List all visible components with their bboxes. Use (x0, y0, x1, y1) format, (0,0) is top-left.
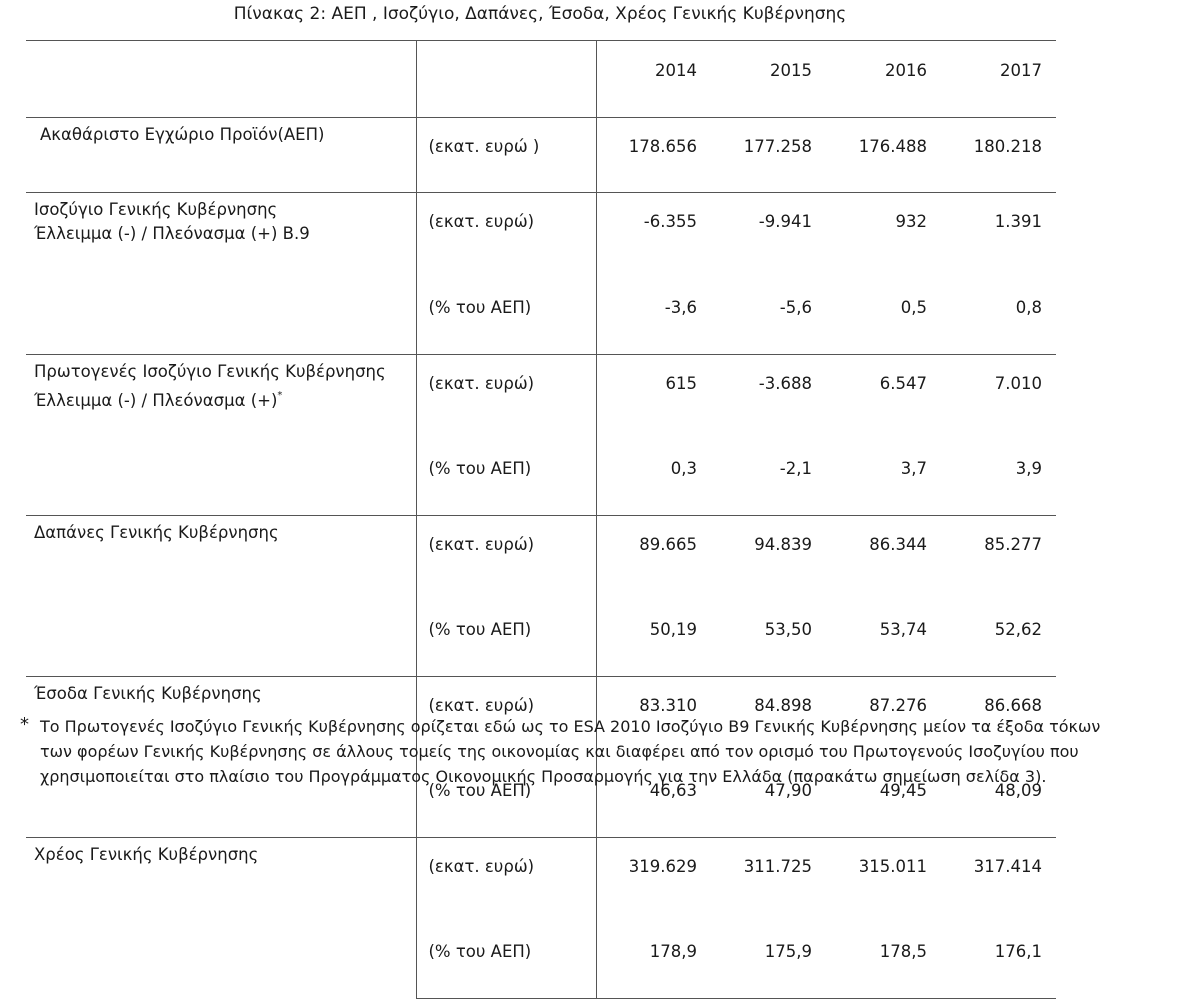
value-cell: 177.258 (711, 118, 826, 193)
value-cell: 615 (596, 355, 711, 428)
value-cell: 6.547 (826, 355, 941, 428)
footnote-line-3: χρησιμοποιείται στο πλαίσιο του Προγράμματος Οικονομικής Προσαρμογής για την Ελλάδα (παρακάτω σημείωση σελίδα 3). (40, 767, 1047, 786)
footnote-line-1: Το Πρωτογενές Ισοζύγιο Γενικής Κυβέρνησης ορίζεται εδώ ως το ESA 2010 Ισοζύγιο Β9 Γενικής Κυβέρνησης μείον τα έξοδα τόκων (40, 717, 1101, 736)
value-cell: 0,8 (1015, 298, 1042, 317)
footnote-line-2: των φορέων Γενικής Κυβέρνησης σε άλλους τομείς της οικονομίας και διαφέρει από τον ορισμό του Πρωτογενούς Ισοζυγίου που (40, 742, 1079, 761)
value-cell: 932 (826, 193, 941, 267)
value-cell: 85.277 (941, 516, 1056, 589)
unit-cell: (εκατ. ευρώ) (416, 193, 596, 267)
value-cell: 319.629 (596, 838, 711, 911)
value-cell: 178.656 (596, 118, 711, 193)
value-cell: 48,09 (994, 781, 1042, 800)
row-label-expenditure (26, 516, 416, 677)
row-label-primary-line2-wrap (34, 384, 416, 413)
value-cell: 53,74 (879, 620, 927, 639)
value-cell: 87.276 (826, 677, 941, 750)
value-cell: 53,50 (764, 620, 812, 639)
value-cell: 50,19 (649, 620, 697, 639)
unit-cell: (% του ΑΕΠ) (416, 910, 596, 999)
value-cell: 176.488 (826, 118, 941, 193)
value-cell: 52,62 (994, 620, 1042, 639)
footnote (14, 714, 1174, 789)
table-row (26, 516, 1056, 589)
row-label-revenue-text: Έσοδα Γενικής Κυβέρνησης (34, 684, 262, 703)
table-row (26, 118, 1056, 193)
value-cell: 84.898 (711, 677, 826, 750)
value-cell: 89.665 (596, 516, 711, 589)
value-cell: 46,63 (649, 781, 697, 800)
value-cell: 180.218 (941, 118, 1056, 193)
unit-cell: (% του ΑΕΠ) (416, 266, 596, 355)
value-cell: 0,3 (670, 459, 697, 478)
value-cell: -2,1 (779, 459, 812, 478)
row-label-expenditure-text: Δαπάνες Γενικής Κυβέρνησης (34, 523, 279, 542)
row-label-primary-line1: Πρωτογενές Ισοζύγιο Γενικής Κυβέρνησης (34, 362, 386, 381)
table-title: Πίνακας 2: ΑΕΠ , Ισοζύγιο, Δαπάνες, Έσοδα, Χρέος Γενικής Κυβέρνησης (233, 4, 847, 24)
value-cell: 3,9 (1015, 459, 1042, 478)
year-header-2015: 2015 (711, 41, 826, 118)
value-cell: 311.725 (711, 838, 826, 911)
value-cell: 47,90 (764, 781, 812, 800)
header-row (26, 41, 1056, 118)
value-cell: -5,6 (779, 298, 812, 317)
value-cell: 315.011 (826, 838, 941, 911)
value-cell: 86.668 (941, 677, 1056, 750)
value-cell: 178,5 (826, 910, 941, 999)
row-label-balance (26, 193, 416, 355)
unit-cell: (εκατ. ευρώ) (416, 677, 596, 750)
table-row (26, 838, 1056, 911)
value-cell: 0,5 (900, 298, 927, 317)
row-label-gdp (26, 118, 416, 193)
value-cell: 7.010 (941, 355, 1056, 428)
unit-cell: (% του ΑΕΠ) (416, 588, 596, 677)
value-cell: -6.355 (596, 193, 711, 267)
value-cell: 86.344 (826, 516, 941, 589)
row-label-balance-line2: Έλλειμμα (-) / Πλεόνασμα (+) Β.9 (34, 224, 310, 243)
value-cell: 83.310 (596, 677, 711, 750)
value-cell: 94.839 (711, 516, 826, 589)
value-cell: -9.941 (711, 193, 826, 267)
row-label-debt-text: Χρέος Γενικής Κυβέρνησης (34, 845, 259, 864)
unit-cell: (% του ΑΕΠ) (416, 427, 596, 516)
unit-cell: (εκατ. ευρώ) (416, 516, 596, 589)
header-unit-cell (416, 41, 596, 118)
unit-cell: (εκατ. ευρώ ) (416, 118, 596, 193)
year-header-2014: 2014 (596, 41, 711, 118)
value-cell: -3.688 (711, 355, 826, 428)
fiscal-table (26, 40, 1056, 999)
value-cell: 178,9 (596, 910, 711, 999)
value-cell: -3,6 (664, 298, 697, 317)
value-cell: 3,7 (900, 459, 927, 478)
unit-cell: (εκατ. ευρώ) (416, 355, 596, 428)
value-cell: 317.414 (941, 838, 1056, 911)
table-row (26, 193, 1056, 267)
footnote-mark: * (20, 714, 29, 735)
header-empty-cell (26, 41, 416, 118)
year-header-2017: 2017 (941, 41, 1056, 118)
row-label-primary (26, 355, 416, 516)
year-header-2016: 2016 (826, 41, 941, 118)
row-label-debt (26, 838, 416, 999)
value-cell: 1.391 (941, 193, 1056, 267)
unit-cell: (% του ΑΕΠ) (416, 749, 596, 838)
value-cell: 175,9 (711, 910, 826, 999)
table-row (26, 355, 1056, 428)
row-label-balance-line1: Ισοζύγιο Γενικής Κυβέρνησης (34, 200, 278, 219)
row-label-gdp-text: Ακαθάριστο Εγχώριο Προϊόν(ΑΕΠ) (40, 125, 325, 144)
footnote-reference: * (277, 390, 283, 401)
value-cell: 49,45 (879, 781, 927, 800)
unit-cell: (εκατ. ευρώ) (416, 838, 596, 911)
value-cell: 176,1 (941, 910, 1056, 999)
row-label-primary-line2: Έλλειμμα (-) / Πλεόνασμα (+) (34, 391, 278, 410)
